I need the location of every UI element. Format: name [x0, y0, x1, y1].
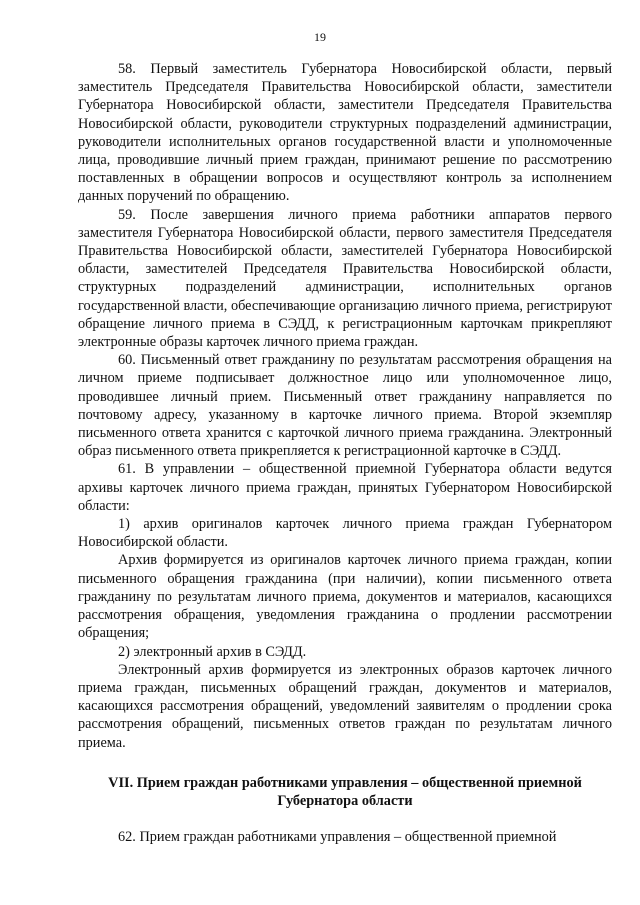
- page-number: 19: [314, 30, 326, 44]
- paragraph-61-item-1-text: Архив формируется из оригиналов карточек личного приема граждан, копии письменного обращения гражданина (при наличии), копии письменного ответа гражданину по результатам личного приема, документов и материалов, касающихся рассмотрения обращения, уведомления гражданина о продлении рассмотрении обращения;: [78, 552, 612, 642]
- document-body: [78, 60, 612, 846]
- paragraph-62: 62. Прием граждан работниками управления – общественной приемной: [118, 829, 557, 846]
- section-heading-line-2: Губернатора области: [277, 792, 413, 809]
- paragraph-60: 60. Письменный ответ гражданину по результатам рассмотрения обращения на личном приеме подписывает должностное лицо или уполномоченное лицо, проводившее личный прием. Письменный ответ гражданину направляется по почтовому адресу, указанному в карточке личного приема. Второй экземпляр письменного ответа хранится с карточкой личного приема гражданина. Электронный образ письменного ответа прикрепляется к регистрационной карточке в СЭДД.: [78, 352, 612, 460]
- paragraph-61-item-1: 1) архив оригиналов карточек личного приема граждан Губернатором Новосибирской области.: [78, 516, 612, 551]
- section-heading: [78, 774, 612, 810]
- paragraph-61: 61. В управлении – общественной приемной Губернатора области ведутся архивы карточек личного приема граждан, принятых Губернатором Новосибирской области:: [78, 461, 612, 514]
- paragraph-59: 59. После завершения личного приема работники аппаратов первого заместителя Губернатора Новосибирской области, первого заместителя Председателя Правительства Новосибирской области, заместителей Губернатора Новосибирской области, заместителей Председателя Правительства Новосибирской области, структурных подразделений администрации, исполнительных органов государственной власти, обеспечивающие организацию личного приема, регистрируют обращение личного приема в СЭДД, к регистрационным карточкам прикрепляют электронные образы карточек личного приема граждан.: [78, 206, 612, 351]
- section-heading-line-1: VII. Прием граждан работниками управления – общественной приемной: [108, 774, 582, 791]
- paragraph-58: 58. Первый заместитель Губернатора Новосибирской области, первый заместитель Председателя Правительства Новосибирской области, заместители Губернатора Новосибирской области, заместители Председателя Правительства Новосибирской области, руководители структурных подразделений администрации, руководители исполнительных органов государственной власти и уполномоченные лица, проводившие личный прием граждан, принимают решение по рассмотрению поставленных в обращении вопросов и осуществляют контроль за исполнением данных поручений по обращению.: [78, 61, 612, 205]
- paragraph-61-item-2: 2) электронный архив в СЭДД.: [118, 643, 307, 660]
- paragraph-61-item-2-text: Электронный архив формируется из электронных образов карточек личного приема граждан, письменных обращений граждан, документов и материалов, касающихся рассмотрения обращений, уведомлений заявителям о продлении срока рассмотрения обращений, письменных ответов граждан по результатам личного приема.: [78, 661, 612, 751]
